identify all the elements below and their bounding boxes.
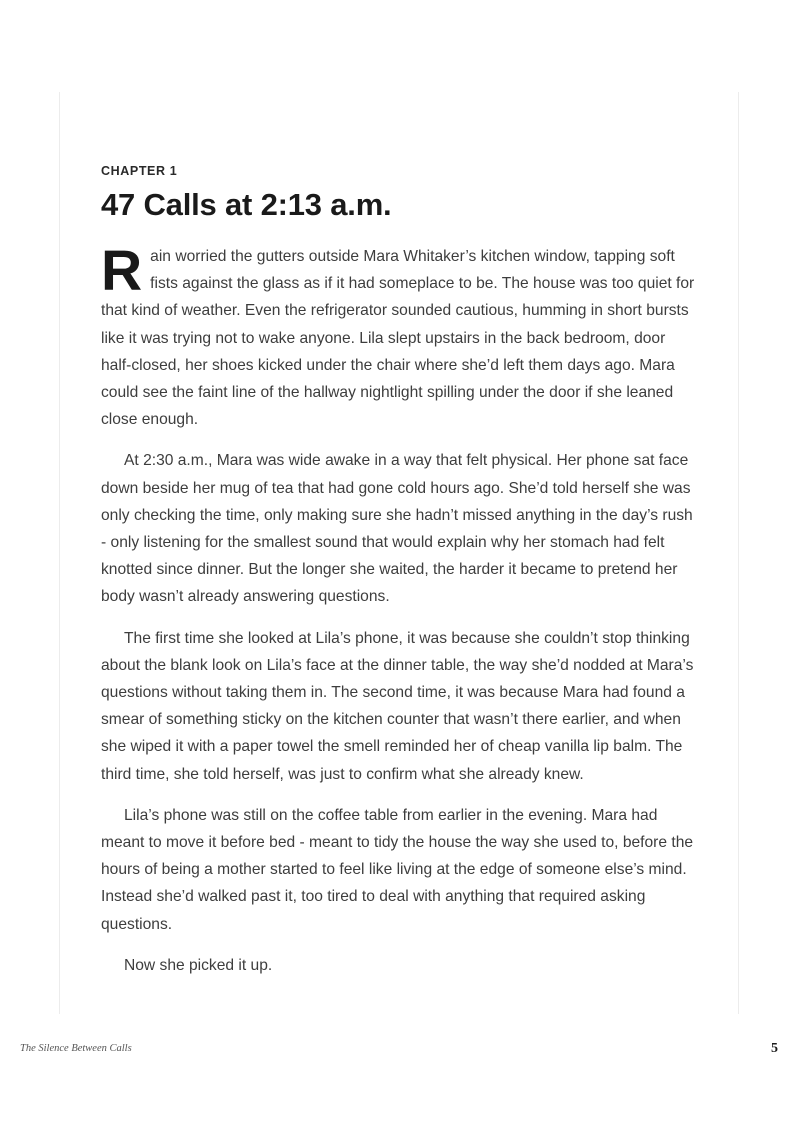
paragraph-4: Lila’s phone was still on the coffee table from earlier in the evening. Mara had meant to move it before bed - meant to tidy the house the way she used to, before the hours of being a mother started to feel like living at the edge of someone else’s mind. Instead she’d walked past it, too tired to deal with anything that required asking questions.: [101, 806, 694, 933]
paragraph-2: At 2:30 a.m., Mara was wide awake in a way that felt physical. Her phone sat face down beside her mug of tea that had gone cold hours ago. She’d told herself she was only checking the time, only making sure she hadn’t missed anything in the day’s rush - only listening for the smallest sound that would explain why her stomach had felt knotted since dinner. But the longer she waited, the harder it became to pretend her body wasn’t already answering questions.: [101, 452, 693, 606]
chapter-content: [101, 163, 699, 993]
paragraph-1: [101, 239, 699, 433]
paragraph-1-text: ain worried the gutters outside Mara Whitaker’s kitchen window, tapping soft fists against the glass as if it had someplace to be. The house was too quiet for that kind of weather. Even the refrigerator sounded cautious, humming in short bursts like it was trying not to wake anyone. Lila slept upstairs in the back bedroom, door half-closed, her shoes kicked under the chair where she’d left them days ago. Mara could see the faint line of the hallway nightlight spilling under the door if she leaned close enough.: [101, 248, 695, 429]
chapter-label: CHAPTER 1: [101, 164, 178, 178]
page-number: 5: [771, 1041, 778, 1056]
paragraph-5: Now she picked it up.: [124, 956, 273, 974]
paragraph-3: The first time she looked at Lila’s phone, it was because she couldn’t stop thinking about the blank look on Lila’s face at the dinner table, the way she’d nodded at Mara’s questions without taking them in. The second time, it was because Mara had found a smear of something sticky on the kitchen counter that wasn’t there earlier, and when she wiped it with a paper towel the smell reminded her of cheap vanilla lip balm. The third time, she told herself, was just to confirm what she already knew.: [101, 629, 694, 783]
footer-book-title: The Silence Between Calls: [20, 1043, 132, 1054]
chapter-title: 47 Calls at 2:13 a.m.: [101, 187, 392, 222]
drop-cap: R: [101, 239, 143, 303]
